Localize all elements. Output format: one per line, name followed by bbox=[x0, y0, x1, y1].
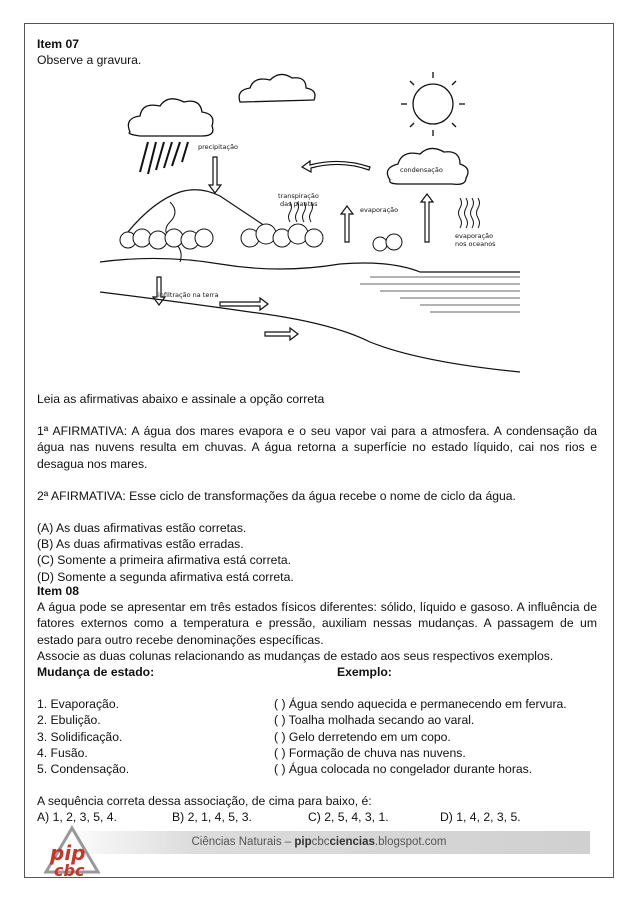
q7-option-a: (A) As duas afirmativas estão corretas. bbox=[37, 521, 247, 536]
state-change: 2. Ebulição. bbox=[37, 713, 101, 728]
example: ( ) Formação de chuva nas nuvens. bbox=[274, 745, 466, 760]
arrow-up-icon bbox=[421, 194, 433, 242]
footer-bold1: pip bbox=[294, 836, 312, 848]
logo-text-1: pip bbox=[50, 841, 86, 865]
arrow-down-icon bbox=[209, 157, 221, 193]
q7-option-c: (C) Somente a primeira afirmativa está correta. bbox=[37, 553, 291, 568]
answer-b: B) 2, 1, 4, 5, 3. bbox=[172, 810, 252, 825]
q7-prompt: Leia as afirmativas abaixo e assinale a opção correta bbox=[37, 392, 325, 406]
item08-intro: A água pode se apresentar em três estados físicos diferentes: sólido, líquido e gasoso. A influência de fatores externos como a temperatura e pressão, auxiliam nessas mudanças. A passagem de um estado para outro recebe denominações específicas. bbox=[37, 600, 597, 647]
q7-option-d: (D) Somente a segunda afirmativa está correta. bbox=[37, 569, 294, 584]
state-change: 5. Condensação. bbox=[37, 762, 130, 777]
table-row bbox=[37, 712, 597, 728]
arrow-right-icon bbox=[265, 328, 298, 340]
table-row bbox=[37, 745, 597, 761]
q7-affirmative2: 2ª AFIRMATIVA: Esse ciclo de transformações da água recebe o nome de ciclo da água. bbox=[37, 488, 516, 503]
state-change: 1. Evaporação. bbox=[37, 697, 119, 712]
table-row bbox=[37, 729, 597, 745]
state-change: 4. Fusão. bbox=[37, 745, 88, 760]
footer-prefix: Ciências Naturais – bbox=[191, 836, 295, 848]
example: ( ) Água colocada no congelador durante horas. bbox=[274, 762, 533, 777]
state-change: 3. Solidificação. bbox=[37, 729, 123, 744]
sun-icon bbox=[401, 72, 465, 136]
cloud-top-icon bbox=[239, 74, 315, 102]
arrow-up-icon bbox=[341, 206, 353, 242]
label-ocean-evap-1: evaporação bbox=[455, 232, 494, 240]
label-ocean-evap-2: nos oceanos bbox=[455, 240, 496, 248]
table-row bbox=[37, 761, 597, 777]
label-transpiration-1: transpiração bbox=[278, 192, 319, 200]
footer-mid: cbc bbox=[311, 836, 330, 848]
example: ( ) Toalha molhada secando ao varal. bbox=[274, 713, 475, 728]
label-condensation: condensação bbox=[400, 166, 443, 174]
item08-sequence-prompt: A sequência correta dessa associação, de cima para baixo, é: bbox=[37, 794, 372, 809]
example: ( ) Água sendo aquecida e permanecendo em fervura. bbox=[274, 697, 567, 712]
item08 bbox=[37, 583, 597, 826]
item08-answers bbox=[37, 809, 597, 825]
q7-affirmative1: 1ª AFIRMATIVA: A água dos mares evapora e o seu vapor vai para a atmosfera. A condensação da água nas nuvens resulta em chuvas. A água retorna a superfície no estado líquido, cai nos rios e desagua nos mares. bbox=[37, 424, 597, 471]
item08-heading: Item 08 bbox=[37, 584, 80, 598]
col-right-header: Exemplo: bbox=[337, 665, 392, 680]
arrow-left-icon bbox=[302, 161, 370, 172]
label-infiltration: infiltração na terra bbox=[158, 291, 219, 299]
example: ( ) Gelo derretendo em um copo. bbox=[274, 729, 451, 744]
label-evaporation: evaporação bbox=[360, 206, 399, 214]
label-precipitation: precipitação bbox=[198, 143, 239, 151]
rain-cloud-icon bbox=[128, 99, 213, 136]
question7 bbox=[37, 391, 597, 585]
rain-icon bbox=[140, 142, 188, 174]
item07-heading: Item 07 bbox=[37, 37, 80, 51]
item08-column-headers bbox=[37, 664, 597, 680]
logo-text-2: cbc bbox=[54, 861, 85, 878]
water-cycle-figure bbox=[100, 62, 520, 384]
item07-instruction: Observe a gravura. bbox=[37, 53, 142, 68]
ground-shape bbox=[100, 258, 520, 272]
table-row bbox=[37, 696, 597, 712]
col-left-header: Mudança de estado: bbox=[37, 665, 155, 680]
answer-a: A) 1, 2, 3, 5, 4. bbox=[37, 810, 117, 825]
footer-suffix: .blogspot.com bbox=[374, 836, 447, 848]
item08-associate: Associe as duas colunas relacionando as mudanças de estado aos seus respectivos exemplos. bbox=[37, 648, 554, 663]
subsoil-shape bbox=[100, 292, 520, 372]
footer-bold2: ciencias bbox=[329, 836, 375, 848]
label-transpiration-2: das plantas bbox=[280, 200, 318, 208]
ocean-waves bbox=[360, 277, 520, 312]
q7-option-b: (B) As duas afirmativas estão erradas. bbox=[37, 537, 244, 552]
answer-c: C) 2, 5, 4, 3, 1. bbox=[308, 810, 389, 825]
pipcbc-logo bbox=[38, 822, 108, 878]
answer-d: D) 1, 4, 2, 3, 5. bbox=[440, 810, 521, 825]
